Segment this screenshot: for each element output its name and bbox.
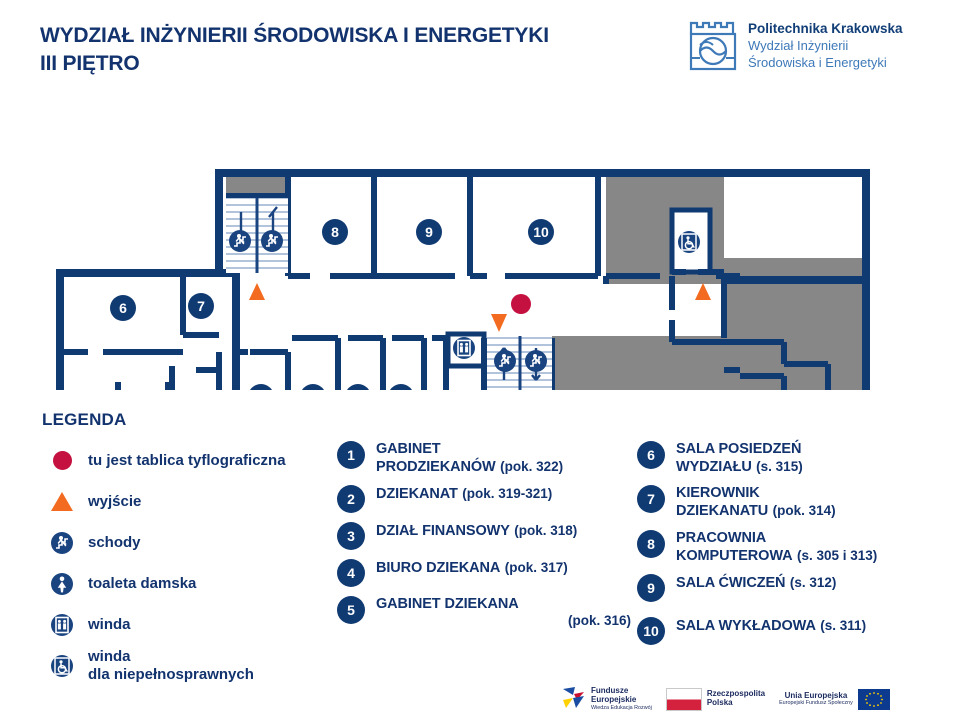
room-description — [665, 484, 836, 520]
red-dot-marker-icon — [511, 294, 531, 314]
room-description — [365, 521, 577, 541]
stairs-icon — [229, 230, 251, 252]
room-badge: 9 — [637, 574, 665, 602]
svg-text:2 — [354, 389, 362, 390]
logo-text-block — [748, 20, 903, 71]
room-description — [665, 616, 866, 636]
orange-triangle-exit-icon — [491, 314, 507, 332]
room-code: (pok. 322) — [500, 458, 564, 474]
room-list-item — [637, 616, 947, 645]
accessible-elevator-icon — [42, 652, 82, 680]
elevator-icon — [453, 337, 475, 359]
orange-triangle-exit-icon — [42, 492, 82, 511]
room-description — [665, 573, 836, 593]
room-badge: 2 — [337, 485, 365, 513]
room-name-line1: SALA POSIEDZEŃ — [676, 441, 802, 457]
room-name-line1: BIURO DZIEKANA — [376, 560, 501, 577]
legend-label: toaleta damska — [88, 574, 197, 592]
page-title-line1: WYDZIAŁ INŻYNIERII ŚRODOWISKA I ENERGETYKI — [40, 24, 549, 47]
room-list-item — [337, 484, 637, 513]
room-badge: 8 — [637, 530, 665, 558]
svg-text:1 — [397, 389, 405, 390]
room-list-item — [637, 573, 947, 602]
room-code: (pok. 314) — [772, 503, 836, 519]
room-name-line1: GABINET — [376, 441, 441, 457]
room-list-item — [637, 484, 947, 520]
room-code: (pok. 317) — [504, 560, 568, 576]
room-code: (pok. 318) — [514, 523, 578, 539]
politechnika-krakowska-logo — [688, 16, 938, 76]
page-title-line2: III PIĘTRO — [40, 51, 140, 75]
svg-text:8: 8 — [331, 224, 339, 240]
legend-label-line1: winda — [88, 647, 131, 665]
svg-text:2 — [309, 389, 317, 390]
room-badge: 6 — [637, 441, 665, 469]
legend-label: wyjście — [88, 492, 142, 510]
room-list-item — [337, 595, 637, 628]
room-badge — [300, 384, 326, 390]
legend-label: winda — [88, 615, 131, 633]
room-code: (pok. 319-321) — [462, 486, 553, 502]
stairs-icon — [261, 230, 283, 252]
legend-label-line2: dla niepełnosprawnych — [88, 665, 254, 683]
room-description — [365, 484, 552, 504]
stairs-icon — [494, 350, 516, 372]
elevator-icon — [42, 611, 82, 639]
room-code: (s. 311) — [820, 618, 867, 634]
orange-triangle-exit-icon — [695, 283, 711, 300]
room-name-line1: KIEROWNIK — [676, 485, 760, 502]
rzeczpospolita-polska-logo — [666, 688, 765, 711]
room-badge — [388, 384, 414, 390]
room-directory-left — [337, 440, 637, 637]
room-description — [365, 558, 568, 578]
room-badge — [188, 293, 214, 319]
room-name-line2: KOMPUTEROWA — [676, 547, 793, 564]
legend-label — [82, 648, 254, 683]
legend-item-stairs — [42, 522, 342, 563]
room-description — [365, 440, 563, 476]
room-directory-right — [637, 440, 947, 653]
room-badge: 3 — [337, 522, 365, 550]
logo-line1: Rzeczpospolita — [706, 689, 766, 699]
room-description — [365, 595, 631, 628]
legend-list — [42, 440, 342, 686]
logo-line1: Unia Europejska — [784, 690, 848, 700]
legend-item-tactile-board — [42, 440, 342, 481]
logo-university-name: Politechnika Krakowska — [748, 21, 903, 37]
accessible-elevator-icon — [678, 231, 700, 253]
room-badge — [528, 219, 554, 245]
room-code: (s. 305 i 313) — [796, 547, 878, 563]
room-code: (pok. 316) — [567, 613, 631, 629]
legend-item-women-toilet — [42, 563, 342, 604]
legend-item-accessible-elevator — [42, 645, 342, 686]
logo-line2: Europejskie — [591, 694, 637, 704]
svg-text:9: 9 — [425, 224, 433, 240]
room-badge: 10 — [637, 617, 665, 645]
legend-title: LEGENDA — [42, 410, 127, 429]
svg-text:7: 7 — [197, 298, 205, 314]
page-title — [40, 22, 640, 77]
svg-text:2 — [257, 389, 265, 390]
room-name-line1: SALA WYKŁADOWA — [676, 618, 816, 635]
room-description — [665, 529, 877, 565]
room-name-line1: PRACOWNIA — [676, 529, 767, 546]
eu-funding-footer — [560, 682, 950, 716]
eu-flag-icon — [858, 689, 890, 710]
logo-sub: Wiedza Edukacja Rozwój — [591, 704, 652, 711]
room-badge: 1 — [337, 441, 365, 469]
poland-flag-icon — [666, 688, 702, 711]
room-name-line1: DZIAŁ FINANSOWY — [376, 523, 510, 540]
room-badge — [110, 295, 136, 321]
interior-walls-left — [63, 276, 248, 390]
room-name-line2: WYDZIAŁU — [676, 458, 752, 475]
logo-text — [591, 687, 652, 711]
logo-line2: Polska — [706, 698, 733, 707]
castle-tower-emblem-icon — [688, 20, 738, 72]
legend-label: schody — [88, 533, 141, 551]
room-list-item — [337, 440, 637, 476]
room-badge: 4 — [337, 559, 365, 587]
logo-faculty-line2: Środowiska i Energetyki — [748, 54, 887, 70]
logo-text — [779, 692, 853, 707]
floor-plan-map — [0, 80, 960, 390]
legend-item-exit — [42, 481, 342, 522]
red-dot-marker-icon — [42, 451, 82, 470]
room-list-item — [337, 521, 637, 550]
room-code: (s. 312) — [789, 575, 837, 591]
room-badge — [345, 384, 371, 390]
room-name-line2: PRODZIEKANÓW — [376, 458, 496, 475]
fundusze-europejskie-logo — [560, 686, 652, 712]
logo-sub: Europejski Fundusz Społeczny — [779, 700, 853, 707]
logo-faculty-line1: Wydział Inżynierii — [748, 37, 849, 53]
stairs-icon — [525, 350, 547, 372]
room-badge — [322, 219, 348, 245]
room-badge: 7 — [637, 485, 665, 513]
logo-line1: Fundusze — [591, 686, 629, 696]
room-code: (s. 315) — [756, 458, 803, 474]
svg-text:6: 6 — [119, 300, 127, 316]
room-list-item — [637, 529, 947, 565]
room-name-line1: GABINET DZIEKANA — [376, 596, 519, 613]
stairs-icon — [42, 529, 82, 557]
fundusze-europejskie-icon — [560, 686, 586, 712]
room-name-line2: DZIEKANATU — [676, 503, 769, 520]
room-badge — [248, 384, 274, 390]
logo-text — [707, 690, 765, 708]
room-description — [665, 440, 803, 476]
orange-triangle-exit-icon — [249, 283, 265, 300]
room-list-item — [637, 440, 947, 476]
room-badge — [416, 219, 442, 245]
room-list-item — [337, 558, 637, 587]
room-name-line1: DZIEKANAT — [376, 486, 458, 503]
room-name-line1: SALA ĆWICZEŃ — [676, 575, 786, 592]
unia-europejska-logo — [779, 689, 890, 710]
exit-markers — [249, 283, 711, 332]
svg-text:10: 10 — [533, 224, 549, 240]
room-badge: 5 — [337, 596, 365, 624]
women-toilet-icon — [42, 570, 82, 598]
legend-item-elevator — [42, 604, 342, 645]
legend-label: tu jest tablica tyflograficzna — [88, 451, 286, 469]
